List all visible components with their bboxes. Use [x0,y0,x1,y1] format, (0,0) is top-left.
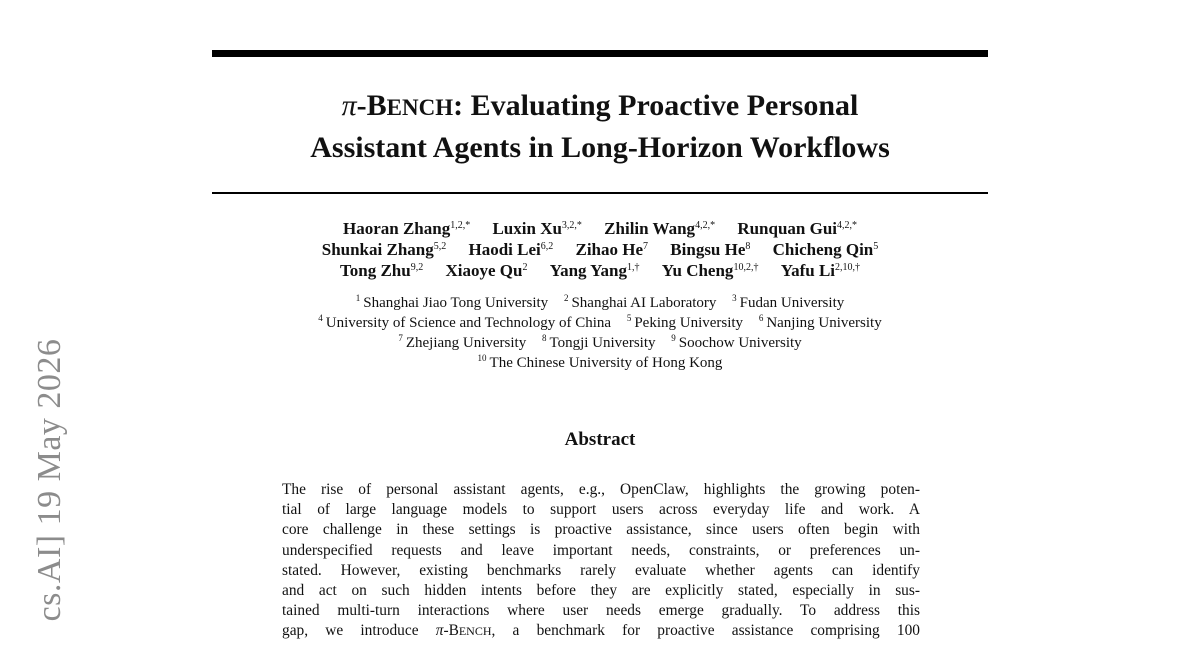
author [468,240,553,259]
abstract-line: The rise of personal assistant agents, e.g., OpenClaw, highlights the growing poten- [282,481,920,498]
author [343,219,470,238]
author [340,261,423,280]
affiliation-number: 2 [563,293,569,303]
affiliation [759,315,882,331]
affiliation-name: Zhejiang University [405,335,527,351]
author-name: Luxin Xu [492,219,562,238]
abstract-line: underspecified requests and leave important needs, constraints, or preferences un- [282,541,920,559]
affiliation-number: 8 [541,333,547,343]
author-name: Bingsu He [670,240,746,259]
title-pi-symbol: π [341,89,357,122]
author-affil-marks: 1,† [627,262,640,273]
title-rule-bottom [212,192,988,194]
author [492,219,581,238]
author-affil-marks: 2 [522,262,528,273]
abstract-text: gap, we introduce [282,622,436,640]
abstract-dash: - [443,622,449,640]
affiliation-name: University of Science and Technology of China [325,315,612,331]
affiliation-line-3 [212,333,988,353]
affiliation [478,355,723,371]
abstract-line: core challenge in these settings is proactive assistance, since users often begin with [282,521,920,539]
affiliation-number: 1 [355,293,361,303]
affiliation-number: 6 [758,313,764,323]
title-rule-top [212,50,988,57]
author [737,219,857,238]
author-affil-marks: 8 [745,241,751,252]
abstract-bench-initial: B [448,622,459,640]
author-affil-marks: 2,10,† [835,262,861,273]
affiliation-line-4 [212,353,988,373]
author-name: Tong Zhu [339,261,411,280]
author-name: Chicheng Qin [772,240,874,259]
abstract-text: , a benchmark for proactive assistance comprising 100 [491,622,920,640]
author-name: Haodi Lei [468,240,541,259]
author [781,261,860,280]
author-affil-marks: 7 [643,241,649,252]
author-name: Yu Cheng [661,261,734,280]
author [576,240,649,259]
author-affil-marks: 9,2 [410,262,424,273]
abstract-pi-symbol: π [435,622,444,640]
abstract-line: stated. However, existing benchmarks rarely evaluate whether agents can identify [282,561,920,579]
affiliation [398,335,526,351]
affiliation-number: 3 [732,293,737,303]
affiliation-list [212,293,988,373]
abstract-heading: Abstract [564,429,636,450]
affiliation-name: Shanghai AI Laboratory [571,295,717,311]
author [322,240,447,259]
author-affil-marks: 4,2,* [837,220,858,231]
abstract-line: tial of large language models to support users across everyday life and work. A [282,501,920,519]
affiliation [732,295,844,311]
affiliation-name: Shanghai Jiao Tong University [363,295,549,311]
author [670,240,750,259]
author-name: Yafu Li [780,261,836,280]
author-line-2 [212,239,988,260]
author-name: Zihao He [575,240,644,259]
author-line-1 [212,218,988,239]
affiliation-number: 7 [398,333,403,343]
author-affil-marks: 1,2,* [450,220,471,231]
affiliation-name: Nanjing University [766,315,882,331]
author [662,261,759,280]
author-affil-marks: 5 [873,241,879,252]
title-line-1 [212,86,988,128]
abstract-bench-smallcaps: ENCH [458,624,492,639]
affiliation-number: 5 [626,313,632,323]
author-name: Shunkai Zhang [321,240,434,259]
author-list [212,218,988,281]
author-affil-marks: 10,2,† [733,262,759,273]
title-dash: - [356,89,367,122]
affiliation-name: Peking University [634,315,744,331]
affiliation-line-2 [212,313,988,333]
author-name: Runquan Gui [737,219,838,238]
affiliation-number: 4 [318,313,323,323]
affiliation-line-1 [212,293,988,313]
author [604,219,715,238]
title-line-1-rest: : Evaluating Proactive Personal [453,89,859,122]
author [550,261,640,280]
title-bench-smallcaps: ENCH [386,95,454,120]
arxiv-stamp: cs.AI] 19 May 2026 [31,338,68,622]
author-name: Haoran Zhang [342,219,451,238]
affiliation-number: 9 [671,333,676,343]
author-affil-marks: 6,2 [540,241,554,252]
affiliation-name: Tongji University [549,335,656,351]
author [445,261,527,280]
author-affil-marks: 5,2 [433,241,447,252]
affiliation [356,295,548,311]
title-bench-initial: B [366,89,387,122]
affiliation-name: Fudan University [739,295,845,311]
author-name: Xiaoye Qu [445,261,523,280]
affiliation-name: Soochow University [678,335,802,351]
affiliation [318,315,611,331]
affiliation [564,295,716,311]
author-name: Zhilin Wang [604,219,696,238]
affiliation-name: The Chinese University of Hong Kong [489,355,723,371]
author-affil-marks: 3,2,* [561,220,582,231]
affiliation [671,335,801,351]
affiliation [627,315,743,331]
author [773,240,879,259]
paper-title [212,86,988,168]
author-affil-marks: 4,2,* [695,220,716,231]
abstract-line-last [282,621,920,641]
author-name: Yang Yang [549,261,628,280]
author-line-3 [212,260,988,281]
abstract-body [282,480,920,642]
title-line-2: Assistant Agents in Long-Horizon Workflows [310,131,890,164]
affiliation-number: 10 [477,353,487,363]
affiliation [542,335,656,351]
abstract-line: and act on such hidden intents before they are explicitly stated, especially in sus- [282,581,920,599]
abstract-line: tained multi-turn interactions where user needs emerge gradually. To address this [282,602,920,620]
